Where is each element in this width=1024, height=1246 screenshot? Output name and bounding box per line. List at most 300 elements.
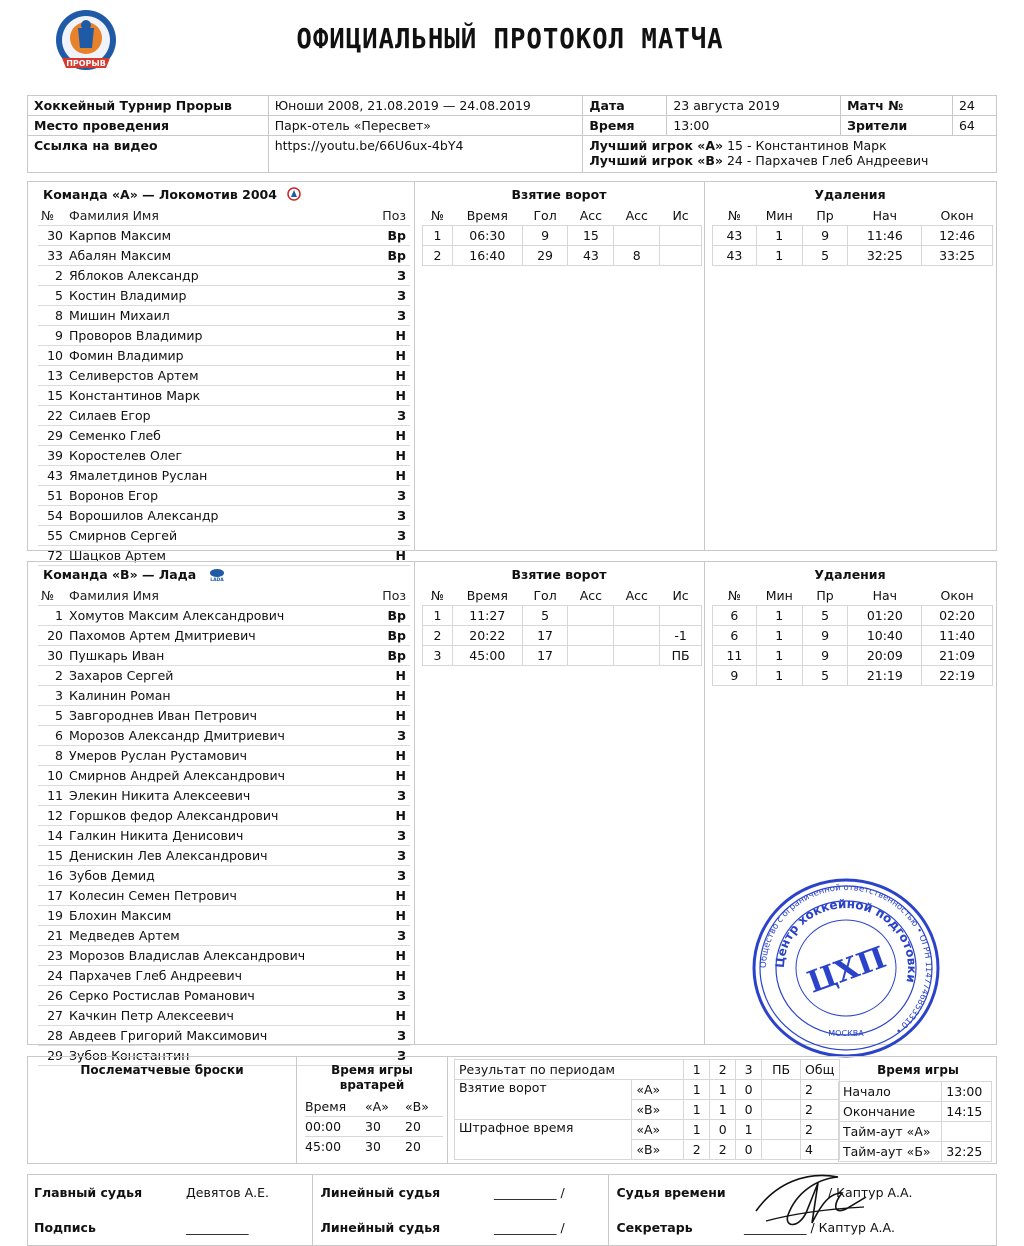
player-name: Коростелев Олег [69,446,366,466]
player-row [38,906,410,926]
player-name: Семенко Глеб [69,426,366,446]
player-position: Н [366,1006,410,1026]
player-row [38,986,410,1006]
goal-row-goal: 5 [522,606,568,626]
player-row [38,406,410,426]
penalty-row-pr: 9 [802,646,848,666]
goal-row-time: 06:30 [452,226,522,246]
player-position: Н [366,366,410,386]
roster-header: № Фамилия Имя Поз [38,586,410,606]
penalties-title: Удаления [814,187,886,202]
penalty-row-n: 43 [713,226,757,246]
goal-row-goal: 17 [522,646,568,666]
main-ref-label: Главный судья [34,1185,143,1200]
match-value: 24 [952,96,996,116]
team-b-roster [28,562,415,1063]
player-number: 30 [38,226,69,246]
player-name: Хомутов Максим Александрович [69,606,366,626]
player-name: Галкин Никита Денисович [69,826,366,846]
shootout-title: Послематчевые броски [80,1063,244,1077]
player-name: Авдеев Григорий Максимович [69,1026,366,1046]
player-number: 33 [38,246,69,266]
player-position: Н [366,746,410,766]
periods-table: Результат по периодам 1 2 3 ПБ Общ Взятие ворот «А» 1 1 0 2 «В» 1 1 0 2 Штрафное время «А» 1 0 1 2 «В» 2 2 0 4 [454,1059,840,1160]
player-position: З [366,866,410,886]
player-number: 15 [38,846,69,866]
player-number: 20 [38,626,69,646]
player-position: З [366,506,410,526]
secretary-value: __________ / Каптур А.А. [744,1220,896,1235]
player-position: Н [366,446,410,466]
line2-value: __________ / [494,1220,565,1235]
player-row [38,226,410,246]
player-row [38,426,410,446]
player-number: 26 [38,986,69,1006]
player-row [38,246,410,266]
logo-text: ПРОРЫВ [66,59,106,68]
penalty-row-n: 11 [713,646,757,666]
goal-row-n: 1 [423,606,453,626]
penalty-row-pr: 9 [802,626,848,646]
player-number: 55 [38,526,69,546]
player-row [38,686,410,706]
player-position: З [366,266,410,286]
player-number: 9 [38,326,69,346]
tournament-label: Хоккейный Турнир Прорыв [28,96,269,116]
player-number: 13 [38,366,69,386]
team-b-goals [414,562,705,1044]
penalties-title: Удаления [814,567,886,582]
goal-row-a2 [614,606,660,626]
player-position: З [366,286,410,306]
goal-row-a1 [568,646,614,666]
goals-title: Взятие ворот [511,187,607,202]
goal-row-goal: 9 [522,226,568,246]
player-number: 5 [38,286,69,306]
goals-title: Взятие ворот [511,567,607,582]
player-name: Селиверстов Артем [69,366,366,386]
player-position: З [366,306,410,326]
penalty-row-start: 32:25 [848,246,922,266]
player-row [38,646,410,666]
goal-row-sit: -1 [660,626,702,646]
player-position: Н [366,386,410,406]
penalty-row-n: 43 [713,246,757,266]
line1-value: __________ / [494,1185,565,1200]
goal-row-n: 2 [423,246,453,266]
player-row [38,746,410,766]
roster-header: № Фамилия Имя Поз [38,206,410,226]
player-number: 2 [38,266,69,286]
goal-row-a1: 43 [568,246,614,266]
player-row [38,486,410,506]
player-number: 72 [38,546,69,566]
player-number: 23 [38,946,69,966]
main-ref-value: Девятов А.Е. [186,1185,270,1200]
player-name: Медведев Артем [69,926,366,946]
player-name: Смирнов Андрей Александрович [69,766,366,786]
player-position: З [366,1046,410,1066]
player-row [38,626,410,646]
penalty-row-min: 1 [756,626,802,646]
team-a-penalties [704,182,996,550]
official-stamp [750,876,942,1060]
gametime-table: Начало 13:00 Окончание 14:15 Тайм-аут «А» Тайм-аут «Б» 32:25 [838,1081,992,1162]
penalty-row [713,666,993,686]
best-b-label: Лучший игрок «В» [589,153,723,168]
penalty-row [713,246,993,266]
player-name: Шацков Артем [69,546,366,566]
time-value: 13:00 [667,116,841,136]
stamp-city: МОСКВА [828,1029,864,1038]
player-row [38,766,410,786]
goal-row-a2 [614,626,660,646]
match-label: Матч № [841,96,953,116]
goal-row [423,626,702,646]
player-position: Вр [366,606,410,626]
player-number: 6 [38,726,69,746]
player-name: Умеров Руслан Рустамович [69,746,366,766]
stamp-center-text: ЦХП [802,940,891,1001]
player-position: З [366,1026,410,1046]
player-row [38,366,410,386]
player-name: Фомин Владимир [69,346,366,366]
player-position: Вр [366,246,410,266]
penalty-row-end: 33:25 [922,246,993,266]
player-number: 24 [38,966,69,986]
player-name: Качкин Петр Алексеевич [69,1006,366,1026]
player-row [38,806,410,826]
team-a-block [27,181,997,563]
team-b-emblem-icon [207,568,227,582]
player-number: 21 [38,926,69,946]
player-name: Зубов Демид [69,866,366,886]
player-row [38,966,410,986]
signature [746,1163,876,1245]
player-row [38,886,410,906]
goal-row [423,226,702,246]
spectators-label: Зрители [841,116,953,136]
video-link[interactable]: https://youtu.be/66U6ux-4bY4 [268,136,583,173]
player-row [38,826,410,846]
player-number: 22 [38,406,69,426]
player-position: З [366,986,410,1006]
penalty-row [713,626,993,646]
summary-block [27,1056,997,1164]
player-row [38,526,410,546]
player-name: Карпов Максим [69,226,366,246]
gk-title: Время игры вратарей [331,1063,413,1092]
goal-row-time: 45:00 [452,646,522,666]
player-position: Н [366,886,410,906]
player-number: 30 [38,646,69,666]
goal-row-goal: 29 [522,246,568,266]
penalty-row-pr: 5 [802,606,848,626]
player-name: Ямалетдинов Руслан [69,466,366,486]
player-position: Н [366,706,410,726]
match-info-table [27,95,997,173]
player-name: Пушкарь Иван [69,646,366,666]
team-a-emblem-icon [287,187,301,201]
player-number: 39 [38,446,69,466]
player-name: Пархачев Глеб Андреевич [69,966,366,986]
player-position: Н [366,346,410,366]
gk-table: Время «А» «В» 00:00 30 20 45:00 30 20 [305,1097,443,1156]
player-name: Пахомов Артем Дмитриевич [69,626,366,646]
penalty-row [713,646,993,666]
goal-row-n: 2 [423,626,453,646]
player-number: 16 [38,866,69,886]
penalty-row-start: 20:09 [848,646,922,666]
player-number: 43 [38,466,69,486]
penalty-row-n: 6 [713,626,757,646]
player-row [38,466,410,486]
player-position: Н [366,326,410,346]
penalty-row [713,226,993,246]
player-row [38,446,410,466]
player-row [38,506,410,526]
penalty-row-pr: 5 [802,246,848,266]
team-a-title: Команда «А» — Локомотив 2004 [43,187,301,202]
player-name: Константинов Марк [69,386,366,406]
penalty-row-end: 11:40 [922,626,993,646]
player-position: З [366,486,410,506]
player-position: З [366,826,410,846]
player-row [38,786,410,806]
player-name: Горшков федор Александрович [69,806,366,826]
player-number: 11 [38,786,69,806]
player-row [38,346,410,366]
penalty-row-end: 02:20 [922,606,993,626]
player-name: Захаров Сергей [69,666,366,686]
stamp-outer-text: Общество с ограниченной ответственностью • ОГРН 1147746853310 • [758,882,934,1036]
penalty-row-end: 12:46 [922,226,993,246]
player-position: Вр [366,226,410,246]
team-a-roster-table [38,206,410,566]
player-row [38,386,410,406]
goal-row-a1 [568,606,614,626]
goal-row-a2: 8 [614,246,660,266]
goal-row-n: 1 [423,226,453,246]
player-name: Элекин Никита Алексеевич [69,786,366,806]
player-number: 10 [38,346,69,366]
player-number: 3 [38,686,69,706]
player-name: Мишин Михаил [69,306,366,326]
player-row [38,946,410,966]
player-number: 29 [38,426,69,446]
best-b-value: 24 - Пархачев Глеб Андреевич [726,153,929,168]
player-row [38,266,410,286]
penalty-row-start: 01:20 [848,606,922,626]
goal-row-a1 [568,626,614,646]
venue-label: Место проведения [28,116,269,136]
player-name: Силаев Егор [69,406,366,426]
player-position: Н [366,906,410,926]
venue-value: Парк-отель «Пересвет» [268,116,583,136]
goal-row [423,646,702,666]
team-a-roster [28,182,415,563]
player-position: Н [366,766,410,786]
penalty-row-end: 22:19 [922,666,993,686]
player-row [38,306,410,326]
goal-row-sit [660,606,702,626]
penalty-row-min: 1 [756,646,802,666]
time-label: Время [583,116,667,136]
date-value: 23 августа 2019 [667,96,841,116]
team-a-penalties-table: № Мин Пр Нач Окон 43 1 9 11:46 12:46 43 1 5 32:25 33:25 [712,206,993,266]
penalty-row-min: 1 [756,246,802,266]
player-row [38,726,410,746]
tournament-value: Юноши 2008, 21.08.2019 — 24.08.2019 [268,96,583,116]
player-position: Н [366,946,410,966]
player-row [38,1006,410,1026]
best-a-value: 15 - Константинов Марк [727,138,887,153]
best-a-label: Лучший игрок «А» [589,138,724,153]
secretary-label: Секретарь [608,1210,738,1245]
player-name: Яблоков Александр [69,266,366,286]
player-number: 29 [38,1046,69,1066]
penalty-row-n: 6 [713,606,757,626]
team-b-penalties-table: № Мин Пр Нач Окон 6 1 5 01:20 02:20 6 1 9 10:40 11:40 11 1 9 20:09 21:09 9 1 5 21:19 22:19 [712,586,993,686]
player-name: Зубов Константин [69,1046,366,1066]
penalty-row-end: 21:09 [922,646,993,666]
goal-row-time: 16:40 [452,246,522,266]
goal-row-a1: 15 [568,226,614,246]
player-position: Н [366,426,410,446]
goal-row-sit [660,226,702,246]
team-b-title: Команда «В» — Лада LADA [43,567,227,582]
tournament-logo [44,8,128,76]
player-row [38,846,410,866]
player-position: Вр [366,626,410,646]
player-row [38,606,410,626]
player-row [38,326,410,346]
player-number: 1 [38,606,69,626]
player-number: 12 [38,806,69,826]
penalty-row-pr: 5 [802,666,848,686]
player-row [38,866,410,886]
player-name: Морозов Александр Дмитриевич [69,726,366,746]
player-name: Денискин Лев Александрович [69,846,366,866]
goal-row-a2 [614,646,660,666]
goal-row-a2 [614,226,660,246]
penalty-row [713,606,993,626]
player-number: 51 [38,486,69,506]
player-row [38,1026,410,1046]
timekeeper-value: / Каптур А.А. [828,1185,913,1200]
player-position: З [366,786,410,806]
player-name: Абалян Максим [69,246,366,266]
gametime-title: Время игры [877,1063,959,1077]
goal-row [423,606,702,626]
goal-row-goal: 17 [522,626,568,646]
goalie-time [296,1057,448,1163]
player-row [38,286,410,306]
player-name: Серко Ростислав Романович [69,986,366,1006]
player-number: 10 [38,766,69,786]
goal-row-n: 3 [423,646,453,666]
player-position: З [366,726,410,746]
player-position: З [366,526,410,546]
player-name: Ворошилов Александр [69,506,366,526]
player-position: З [366,846,410,866]
player-name: Блохин Максим [69,906,366,926]
penalty-row-min: 1 [756,666,802,686]
player-row [38,706,410,726]
line1-label: Линейный судья [312,1175,482,1210]
player-name: Калинин Роман [69,686,366,706]
penalty-row-min: 1 [756,606,802,626]
goal-row [423,246,702,266]
team-b-goals-table: № Время Гол Асс Асс Ис 1 11:27 5 2 20:22 17 -1 3 45:00 17 ПБ [422,586,702,666]
timekeeper-label: Судья времени [608,1175,738,1210]
player-number: 8 [38,306,69,326]
player-number: 8 [38,746,69,766]
player-number: 54 [38,506,69,526]
player-number: 19 [38,906,69,926]
svg-text:LADA: LADA [209,578,224,582]
player-position: Н [366,666,410,686]
video-label: Ссылка на видео [28,136,269,173]
player-number: 14 [38,826,69,846]
goal-row-time: 11:27 [452,606,522,626]
player-position: Н [366,546,410,566]
penalty-row-start: 21:19 [848,666,922,686]
player-name: Проворов Владимир [69,326,366,346]
player-position: Н [366,466,410,486]
date-label: Дата [583,96,667,116]
spectators-value: 64 [952,116,996,136]
penalty-row-pr: 9 [802,226,848,246]
penalty-row-start: 11:46 [848,226,922,246]
referees-block [27,1174,997,1246]
player-name: Колесин Семен Петрович [69,886,366,906]
penalty-row-n: 9 [713,666,757,686]
penalty-row-start: 10:40 [848,626,922,646]
goal-row-sit [660,246,702,266]
team-a-goals-table: № Время Гол Асс Асс Ис 1 06:30 9 15 2 16:40 29 43 8 [422,206,702,266]
player-name: Смирнов Сергей [69,526,366,546]
sign-label: Подпись [34,1220,96,1235]
team-b-roster-table [38,586,410,1066]
goal-row-sit: ПБ [660,646,702,666]
player-position: З [366,926,410,946]
player-row [38,926,410,946]
player-number: 15 [38,386,69,406]
player-number: 28 [38,1026,69,1046]
player-name: Костин Владимир [69,286,366,306]
player-name: Морозов Владислав Александрович [69,946,366,966]
player-name: Завгороднев Иван Петрович [69,706,366,726]
player-position: З [366,406,410,426]
player-number: 2 [38,666,69,686]
penalty-row-min: 1 [756,226,802,246]
player-position: Н [366,806,410,826]
player-position: Н [366,686,410,706]
player-position: Вр [366,646,410,666]
player-position: Н [366,966,410,986]
goal-row-time: 20:22 [452,626,522,646]
player-name: Воронов Егор [69,486,366,506]
page-title: ОФИЦИАЛЬНЫЙ ПРОТОКОЛ МАТЧА [296,22,724,55]
line2-label: Линейный судья [312,1210,482,1245]
player-number: 17 [38,886,69,906]
team-a-goals [414,182,705,550]
stamp-ring-text: Центр хоккейной подготовки [772,896,920,984]
best-players [583,136,997,173]
player-number: 5 [38,706,69,726]
player-number: 27 [38,1006,69,1026]
